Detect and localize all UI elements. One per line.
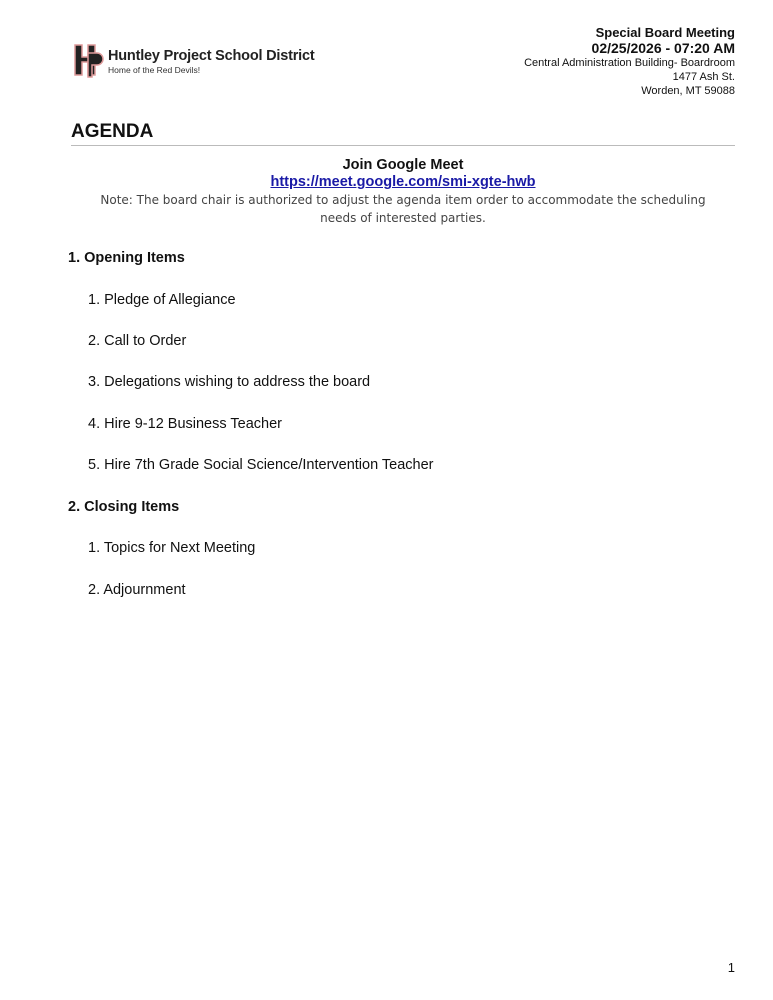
section-heading: 2. Closing Items bbox=[68, 499, 180, 515]
meeting-info bbox=[524, 25, 735, 98]
list-item: 3. Delegations wishing to address the board bbox=[88, 374, 371, 390]
hp-logo-icon bbox=[72, 43, 104, 79]
meet-link[interactable]: https://meet.google.com/smi-xgte-hwb bbox=[270, 174, 536, 190]
list-item: 1. Pledge of Allegiance bbox=[88, 292, 236, 308]
meeting-street: 1477 Ash St. bbox=[672, 71, 735, 83]
list-item: 4. Hire 9-12 Business Teacher bbox=[88, 416, 282, 432]
meeting-location: Central Administration Building- Boardroom bbox=[524, 57, 735, 69]
page-title: AGENDA bbox=[71, 121, 154, 142]
meeting-city: Worden, MT 59088 bbox=[641, 85, 735, 97]
list-item: 5. Hire 7th Grade Social Science/Intervention Teacher bbox=[88, 457, 434, 473]
district-name: Huntley Project School District bbox=[108, 47, 315, 64]
meet-block bbox=[71, 157, 735, 227]
page-number: 1 bbox=[727, 960, 735, 975]
district-tagline: Home of the Red Devils! bbox=[108, 64, 201, 75]
divider bbox=[71, 145, 735, 146]
meet-note: Note: The board chair is authorized to adjust the agenda item order to accommodate the scheduling needs of interested parties. bbox=[100, 193, 706, 225]
district-logo bbox=[72, 43, 315, 79]
meeting-title: Special Board Meeting bbox=[595, 25, 735, 40]
meeting-datetime: 02/25/2026 - 07:20 AM bbox=[591, 40, 735, 56]
list-item: 1. Topics for Next Meeting bbox=[88, 540, 256, 556]
list-item: 2. Adjournment bbox=[88, 582, 186, 598]
meet-label: Join Google Meet bbox=[342, 157, 464, 173]
section-heading: 1. Opening Items bbox=[68, 250, 185, 266]
list-item: 2. Call to Order bbox=[88, 333, 187, 349]
